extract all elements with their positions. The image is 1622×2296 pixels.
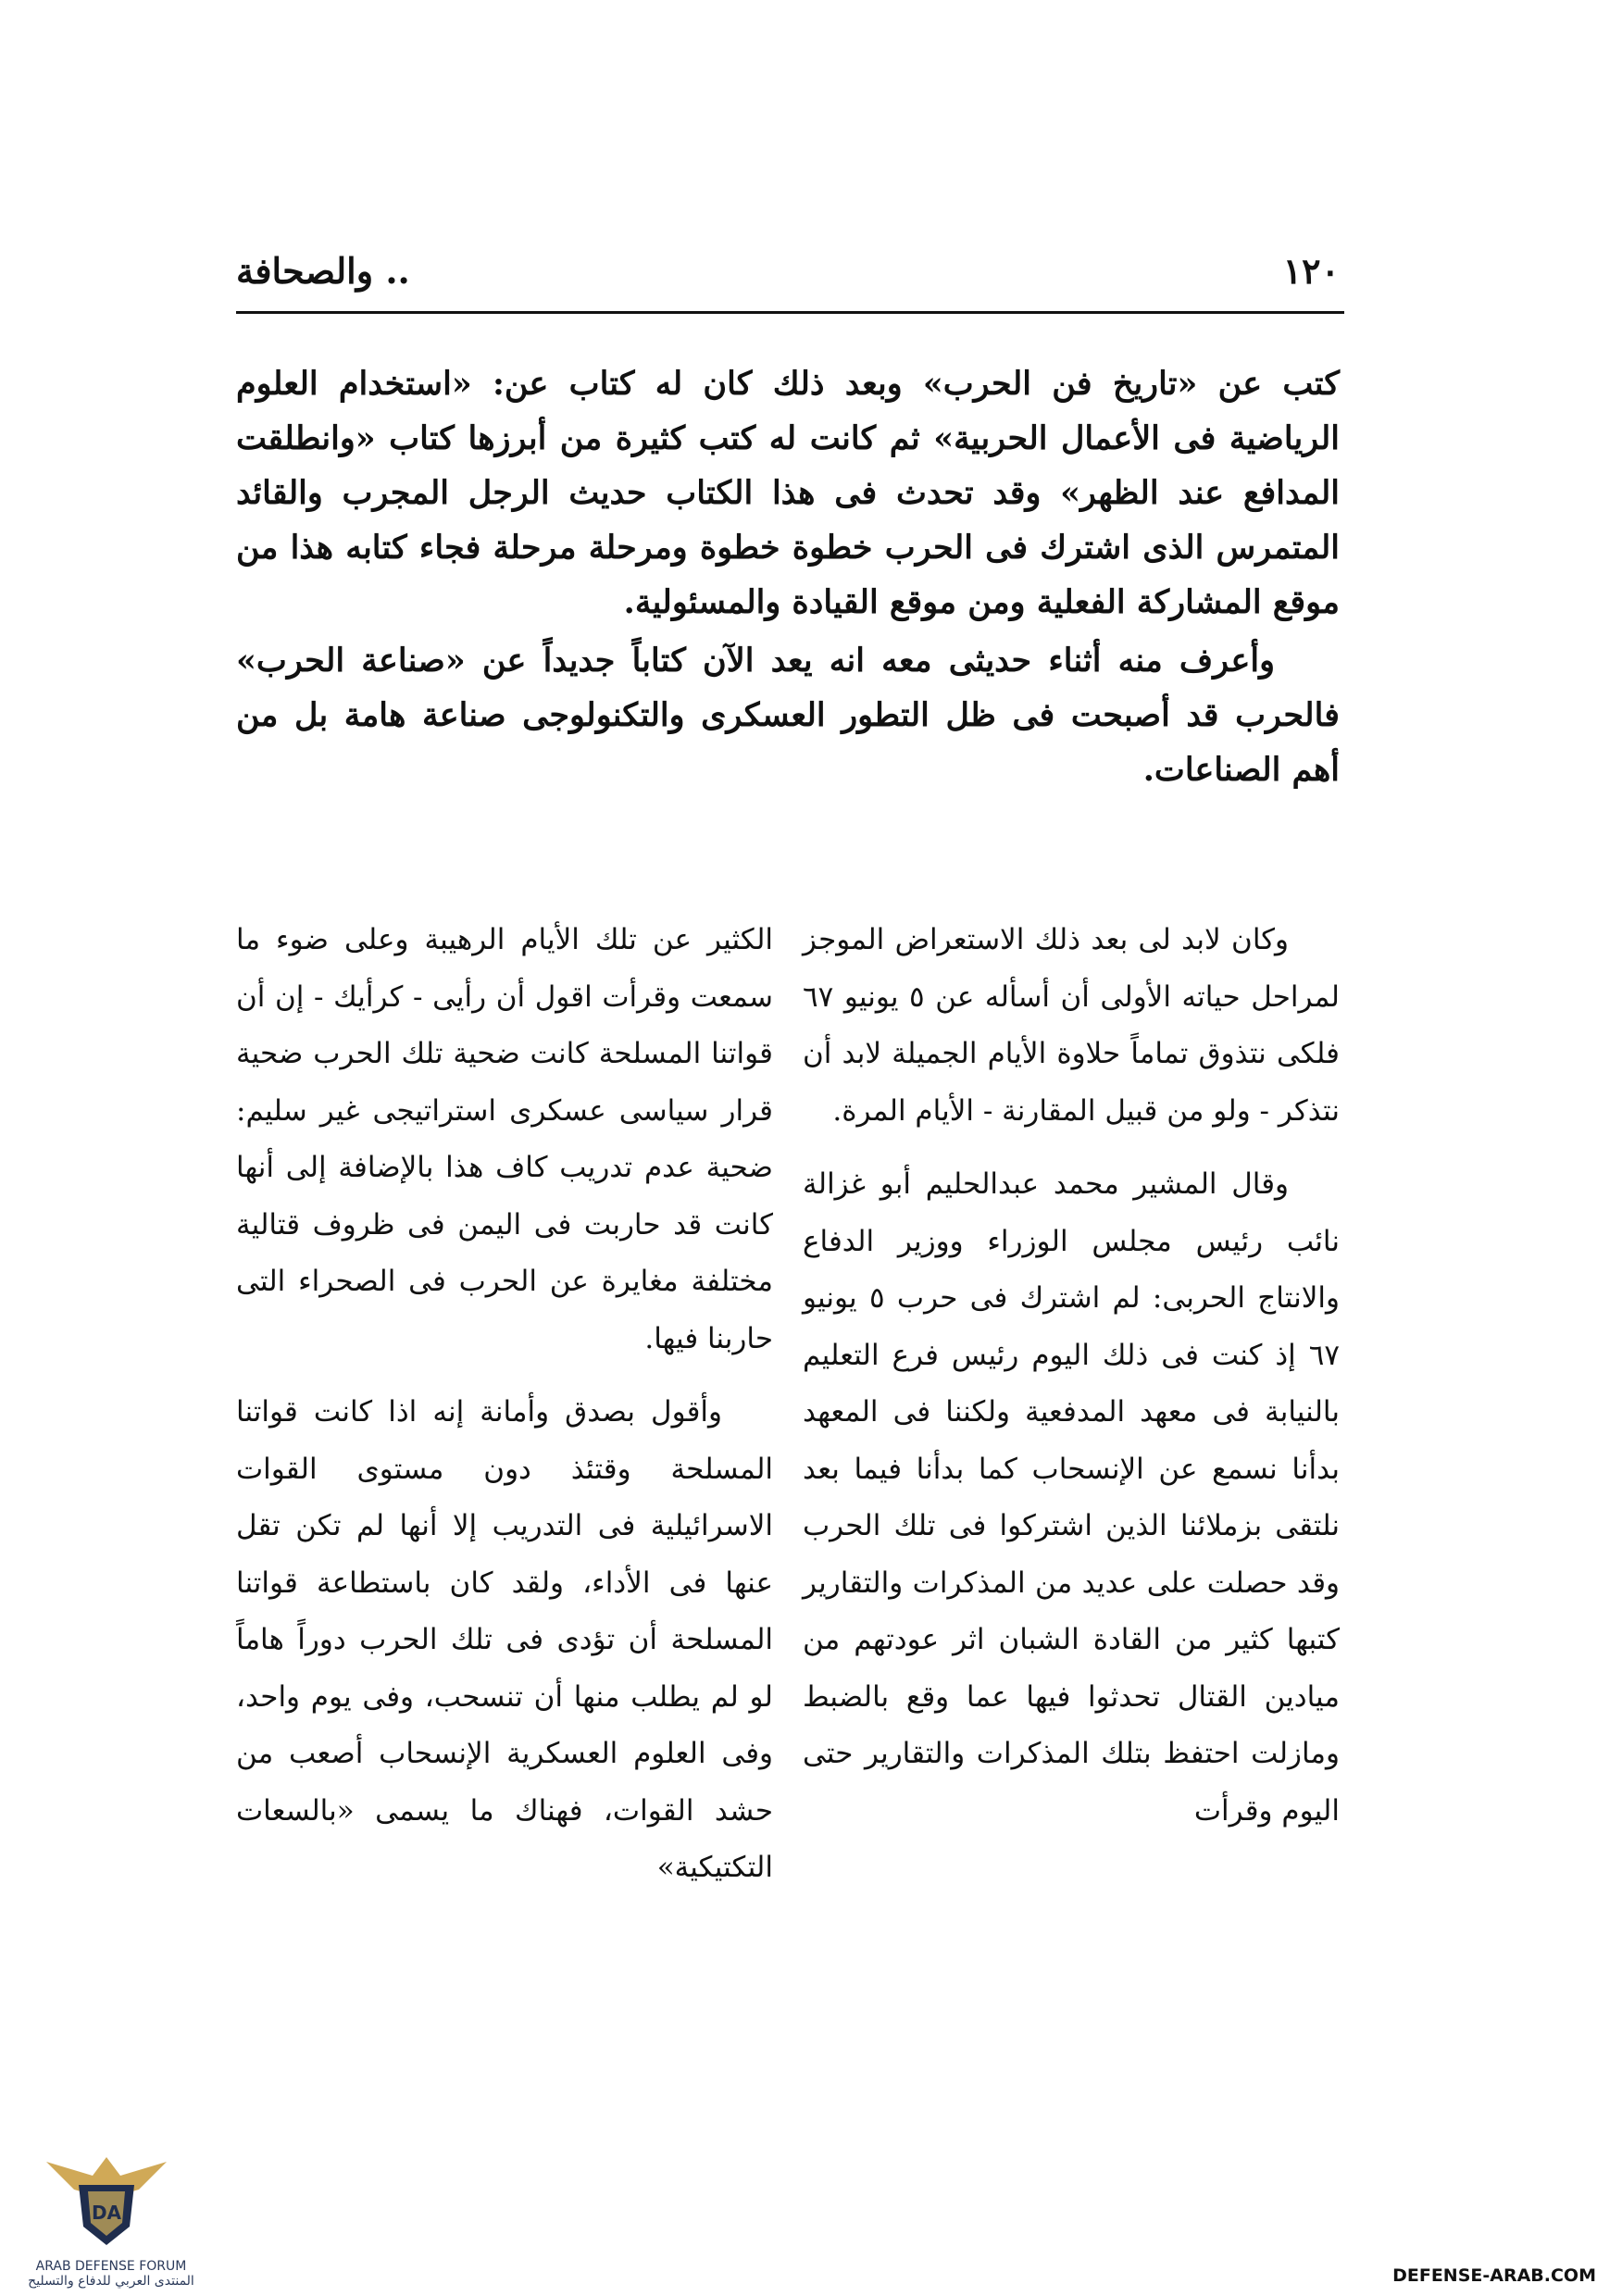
forum-logo-english: ARAB DEFENSE FORUM bbox=[35, 2259, 187, 2274]
intro-paragraph-2: وأعرف منه أثناء حديثى معه انه يعد الآن كتاباً جديداً عن «صناعة الحرب» فالحرب قد أصبحت فى ظل التطور العسكرى والتكنولوجى صناعة هامة بل من أهم الصناعات. bbox=[236, 642, 1340, 789]
text-column-right bbox=[803, 912, 1340, 1856]
page-number: ١٢٠ bbox=[1282, 250, 1340, 292]
forum-logo-arabic: المنتدى العربي للدفاع والتسليح bbox=[28, 2274, 194, 2289]
text-column-left bbox=[236, 912, 773, 1914]
column-right-paragraph-2: وقال المشير محمد عبدالحليم أبو غزالة نائب رئيس مجلس الوزراء ووزير الدفاع والانتاج الحربى: لم اشترك فى حرب ٥ يونيو ٦٧ إذ كنت فى ذلك اليوم رئيس فرع التعليم بالنيابة فى معهد المدفعية ولكننا فى المعهد بدأنا نسمع عن الإنسحاب كما بدأنا فيما بعد نلتقى بزملائنا الذين اشتركوا فى تلك الحرب وقد حصلت على عديد من المذكرات والتقارير كتبها كثير من القادة الشبان اثر عودتهم من ميادين القتال تحدثوا فيها عما وقع بالضبط ومازلت احتفظ بتلك المذكرات والتقارير حتى اليوم وقرأت bbox=[803, 1167, 1340, 1828]
page-header bbox=[236, 250, 1340, 306]
site-watermark: DEFENSE-ARAB.COM bbox=[1392, 2265, 1596, 2286]
column-left-paragraph-1: الكثير عن تلك الأيام الرهيبة وعلى ضوء ما سمعت وقرأت اقول أن رأيى - كرأيك - إن أن قواتنا المسلحة كانت ضحية تلك الحرب ضحية قرار سياسى عسكرى استراتيجى غير سليم: ضحية عدم تدريب كاف هذا بالإضافة إلى أنها كانت قد حاربت فى اليمن فى ظروف قتالية مختلفة مغايرة عن الحرب فى الصحراء التى حاربنا فيها. bbox=[236, 923, 773, 1355]
svg-text:DA: DA bbox=[91, 2202, 122, 2224]
column-right-paragraph-1: وكان لابد لى بعد ذلك الاستعراض الموجز لمراحل حياته الأولى أن أسأله عن ٥ يونيو ٦٧ فلكى نتذوق تماماً حلاوة الأيام الجميلة لابد أن نتذكر - ولو من قبيل المقارنة - الأيام المرة. bbox=[803, 923, 1340, 1128]
intro-block bbox=[236, 356, 1340, 797]
header-rule bbox=[236, 311, 1344, 314]
forum-logo-text bbox=[28, 2259, 194, 2289]
intro-paragraph-1: كتب عن «تاريخ فن الحرب» وبعد ذلك كان له كتاب عن: «استخدام العلوم الرياضية فى الأعمال الحربية» ثم كانت له كتب كثيرة من أبرزها كتاب «وانطلقت المدافع عند الظهر» وقد تحدث فى هذا الكتاب حديث الرجل المجرب والقائد المتمرس الذى اشترك فى الحرب خطوة خطوة ومرحلة مرحلة فجاء كتابه هذا من موقع المشاركة الفعلية ومن موقع القيادة والمسئولية. bbox=[236, 365, 1340, 621]
running-head: .. والصحافة bbox=[236, 250, 410, 292]
column-left-paragraph-2: وأقول بصدق وأمانة إنه اذا كانت قواتنا المسلحة وقتئذ دون مستوى القوات الاسرائيلية فى التدريب إلا أنها لم تكن تقل عنها فى الأداء، ولقد كان باستطاعة قواتنا المسلحة أن تؤدى فى تلك الحرب دوراً هاماً لو لم يطلب منها أن تنسحب، وفى يوم واحد، وفى العلوم العسكرية الإنسحاب أصعب من حشد القوات، فهناك ما يسمى «بالسعات التكتيكية» bbox=[236, 1395, 773, 1884]
eagle-shield-icon bbox=[37, 2134, 176, 2264]
